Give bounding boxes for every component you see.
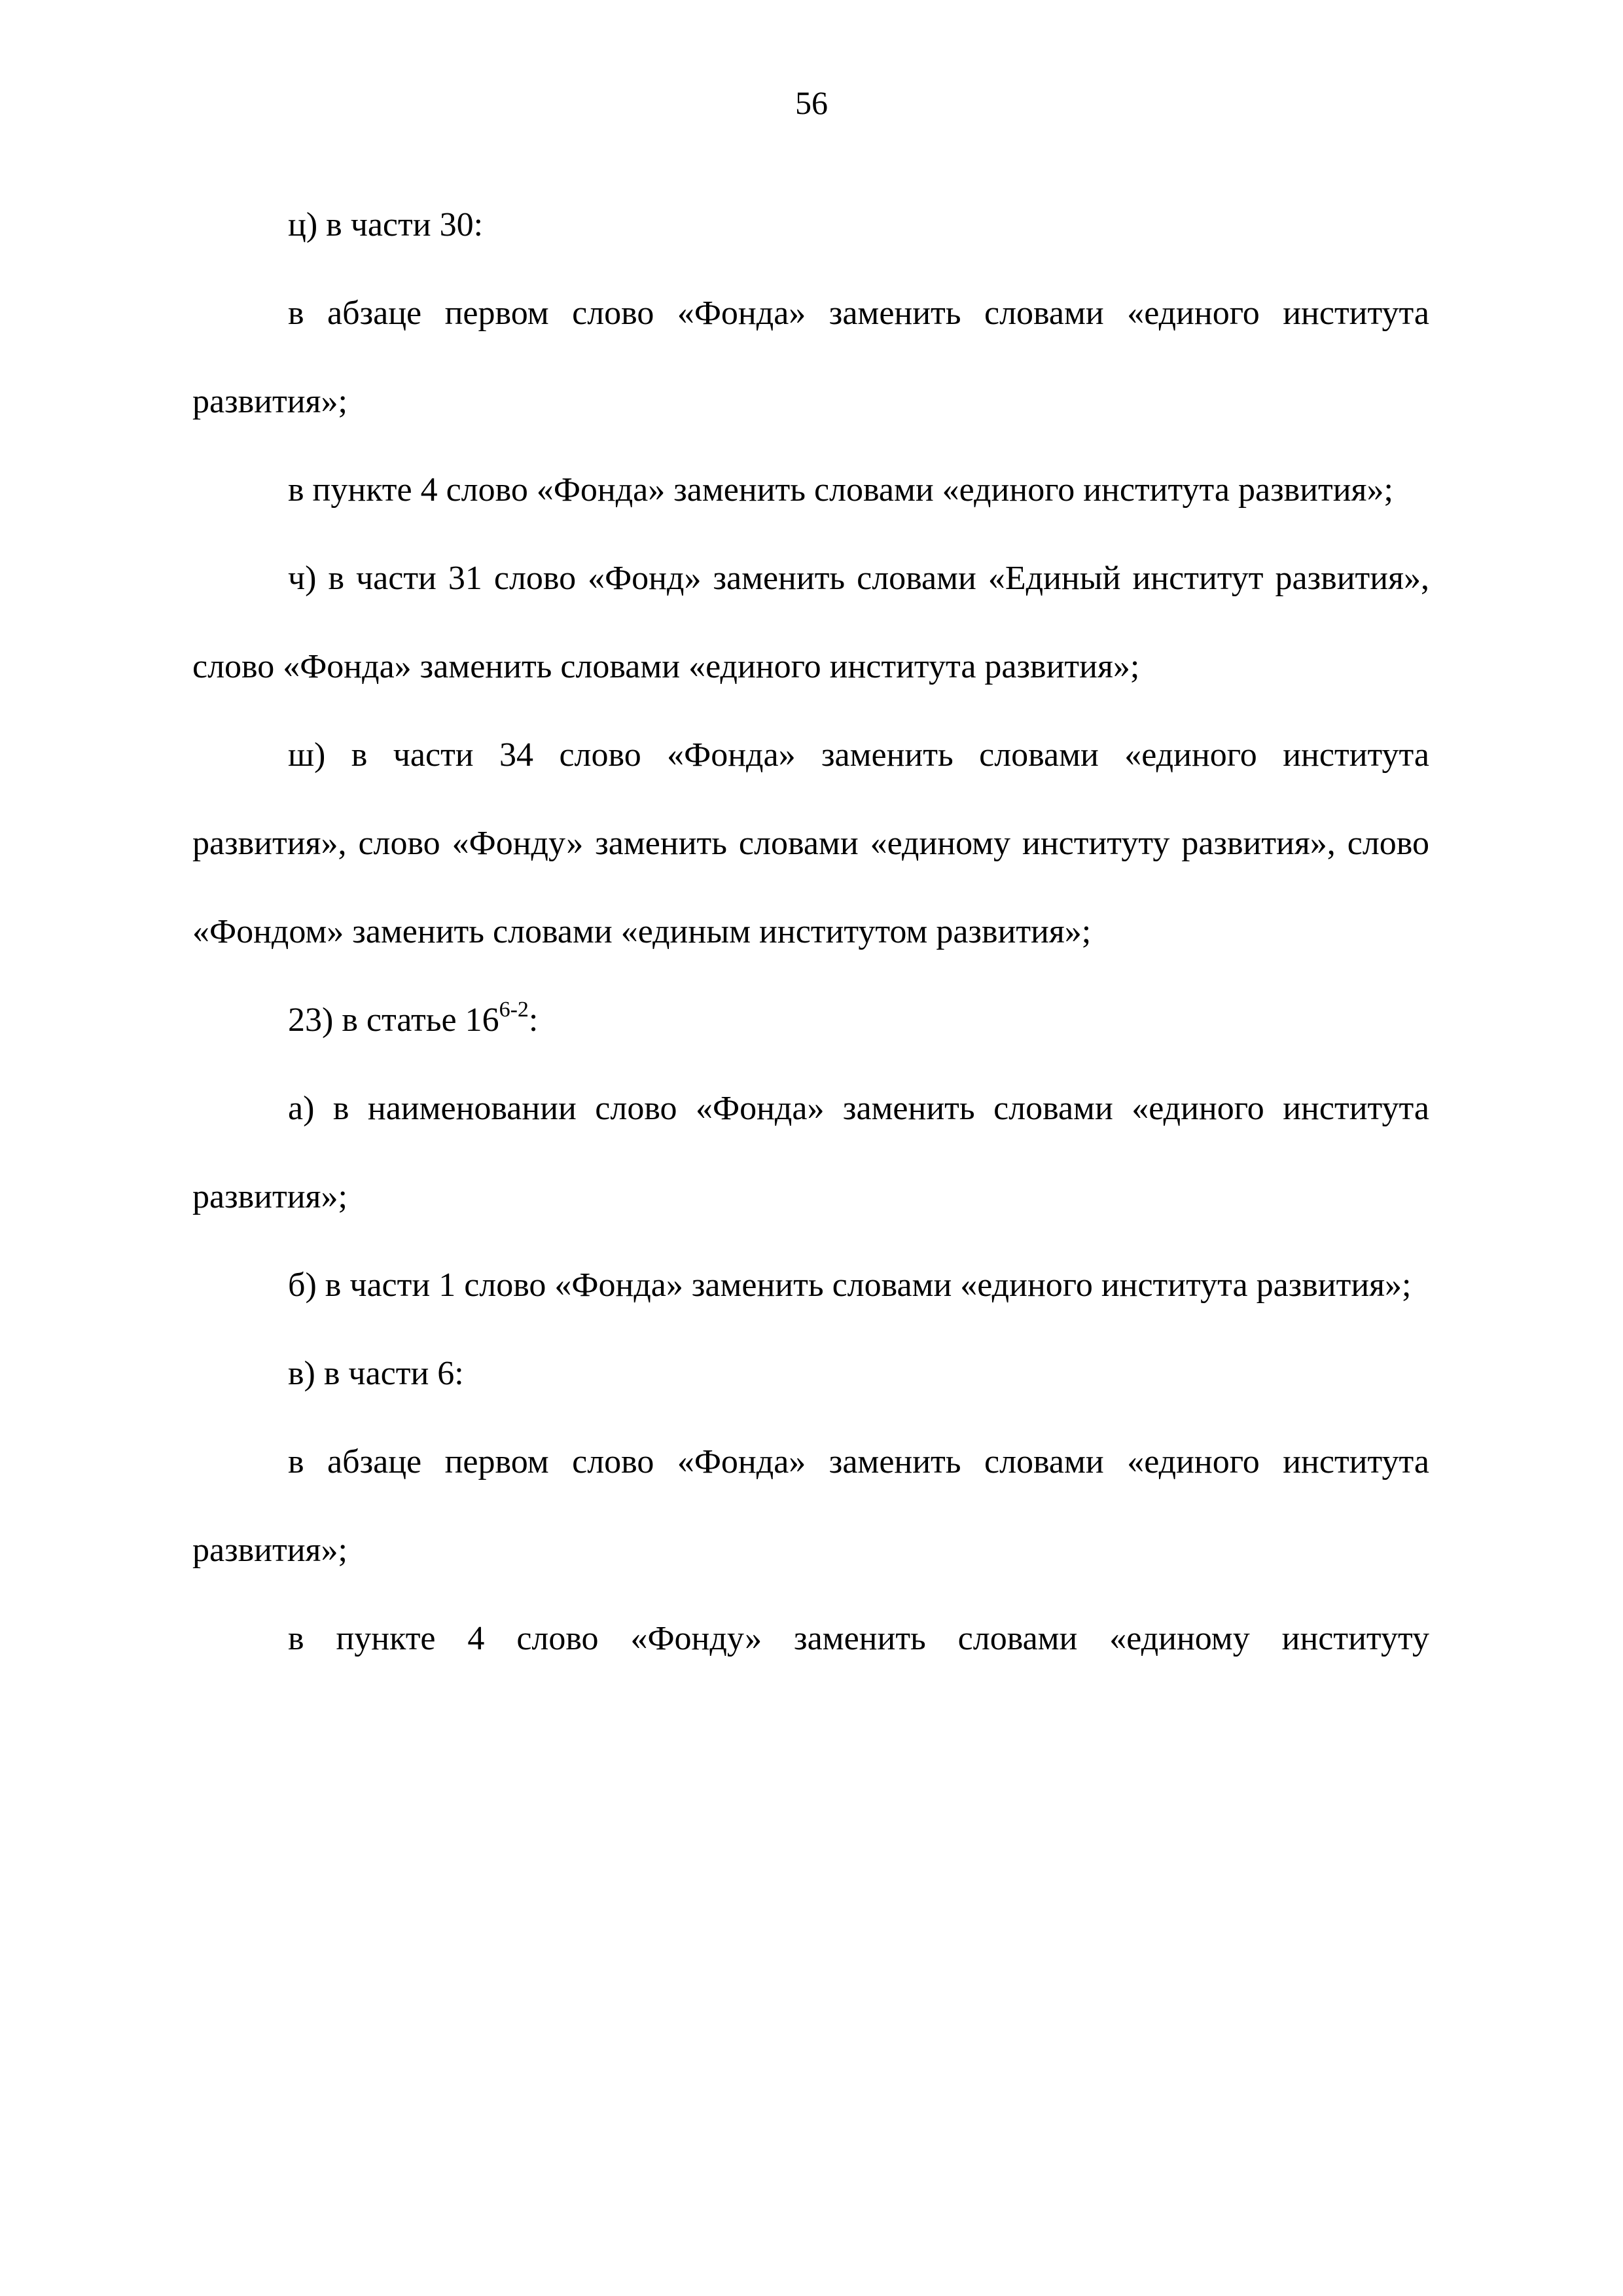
paragraph-punkt-4-2: в пункте 4 слово «Фонду» заменить словами «единому институту xyxy=(288,1620,1429,1657)
paragraph-b-part-1: б) в части 1 слово «Фонда» заменить словами «единого института развития»; xyxy=(288,1266,1412,1304)
paragraph-v-part-6: в) в части 6: xyxy=(288,1355,464,1392)
document-body xyxy=(192,181,1429,1683)
paragraph-ts-part-30: ц) в части 30: xyxy=(288,206,484,243)
paragraph-a-naimenovanie: а) в наименовании слово «Фонда» заменить словами «единого института развития»; xyxy=(192,1090,1429,1215)
article-heading-text: 23) в статье 16 xyxy=(288,1001,499,1039)
paragraph-first-abzac-2: в абзаце первом слово «Фонда» заменить словами «единого института развития»; xyxy=(192,1443,1429,1569)
paragraph-sh-part-34: ш) в части 34 слово «Фонда» заменить словами «единого института развития», слово «Фонду» заменить словами «единому институту развития», слово «Фондом» заменить словами «единым институтом развития»; xyxy=(192,736,1429,950)
article-heading-colon: : xyxy=(528,1001,539,1039)
paragraph-article-16-6-2 xyxy=(192,976,1429,1064)
paragraph-first-abzac: в абзаце первом слово «Фонда» заменить словами «единого института развития»; xyxy=(192,295,1429,420)
article-superscript: 6-2 xyxy=(499,997,529,1022)
paragraph-punkt-4: в пункте 4 слово «Фонда» заменить словами «единого института развития»; xyxy=(288,471,1393,509)
page-number: 56 xyxy=(795,84,828,121)
paragraph-ch-part-31: ч) в части 31 слово «Фонд» заменить словами «Единый институт развития», слово «Фонда» заменить словами «единого института развития»; xyxy=(192,560,1429,685)
